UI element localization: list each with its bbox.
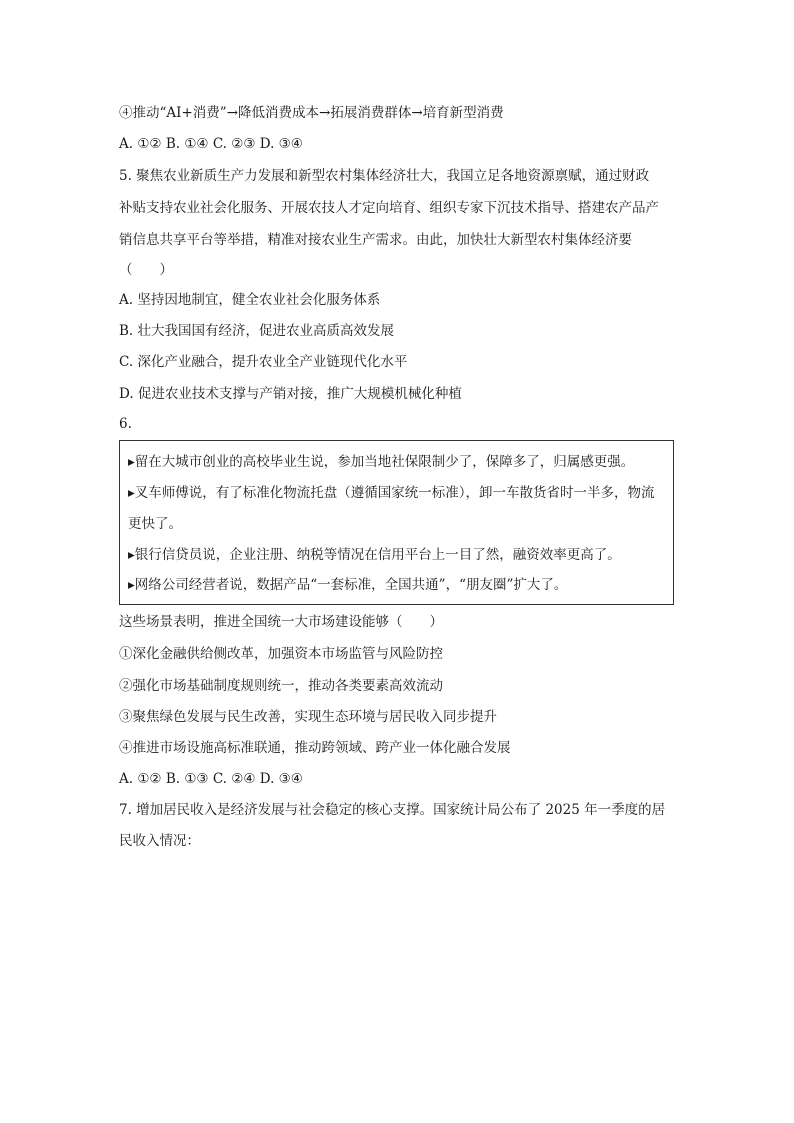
q5-option-b: B. 壮大我国国有经济，促进农业高质高效发展 xyxy=(119,323,395,339)
q5-option-c: C. 深化产业融合，提升农业全产业链现代化水平 xyxy=(119,354,408,370)
q7-stem-line-2: 民收入情况： xyxy=(119,833,200,849)
q6-scenario-2: ▸叉车师傅说，有了标准化物流托盘（遵循国家统一标准），卸一车散货省时一半多，物流 xyxy=(128,485,655,501)
q7-stem-line-1: 7. 增加居民收入是经济发展与社会稳定的核心支撑。国家统计局公布了 2025 年一季度的居 xyxy=(119,802,666,818)
q5-option-a: A. 坚持因地制宜，健全农业社会化服务体系 xyxy=(119,292,381,308)
q5-stem-line-3: 销信息共享平台等举措，精准对接农业生产需求。由此，加快壮大新型农村集体经济要 xyxy=(119,232,632,248)
q6-scenario-1: ▸留在大城市创业的高校毕业生说，参加当地社保限制少了，保障多了，归属感更强。 xyxy=(128,454,635,470)
q5-stem-line-1: 5. 聚焦农业新质生产力发展和新型农村集体经济壮大，我国立足各地资源禀赋，通过财政 xyxy=(119,168,650,184)
q6-scenario-2-cont: 更快了。 xyxy=(128,516,182,532)
q6-scenario-4: ▸网络公司经营者说，数据产品“一套标准，全国共通”，“朋友圈”扩大了。 xyxy=(128,577,568,593)
q5-answer-blank: （ ） xyxy=(119,262,173,278)
q6-item-1: ①深化金融供给侧改革，加强资本市场监管与风险防控 xyxy=(119,646,443,662)
q5-stem-line-2: 补贴支持农业社会化服务、开展农技人才定向培育、组织专家下沉技术指导、搭建农产品产 xyxy=(119,200,659,216)
q6-stem: 这些场景表明，推进全国统一大市场建设能够（ ） xyxy=(119,614,443,630)
q4-item-4: ④推动“AI+消费”→降低消费成本→拓展消费群体→培育新型消费 xyxy=(119,105,504,121)
q6-number: 6. xyxy=(119,416,132,432)
q6-options: A. ①② B. ①③ C. ②④ D. ③④ xyxy=(119,771,303,787)
q6-scenario-box xyxy=(119,440,674,605)
q4-options: A. ①② B. ①④ C. ②③ D. ③④ xyxy=(119,136,303,152)
q6-item-4: ④推进市场设施高标准联通，推动跨领域、跨产业一体化融合发展 xyxy=(119,740,511,756)
q6-item-2: ②强化市场基础制度规则统一，推动各类要素高效流动 xyxy=(119,678,443,694)
q6-scenario-3: ▸银行信贷员说，企业注册、纳税等情况在信用平台上一目了然，融资效率更高了。 xyxy=(128,547,621,563)
q5-option-d: D. 促进农业技术支撑与产销对接，推广大规模机械化种植 xyxy=(119,386,462,402)
q6-item-3: ③聚焦绿色发展与民生改善，实现生态环境与居民收入同步提升 xyxy=(119,709,497,725)
